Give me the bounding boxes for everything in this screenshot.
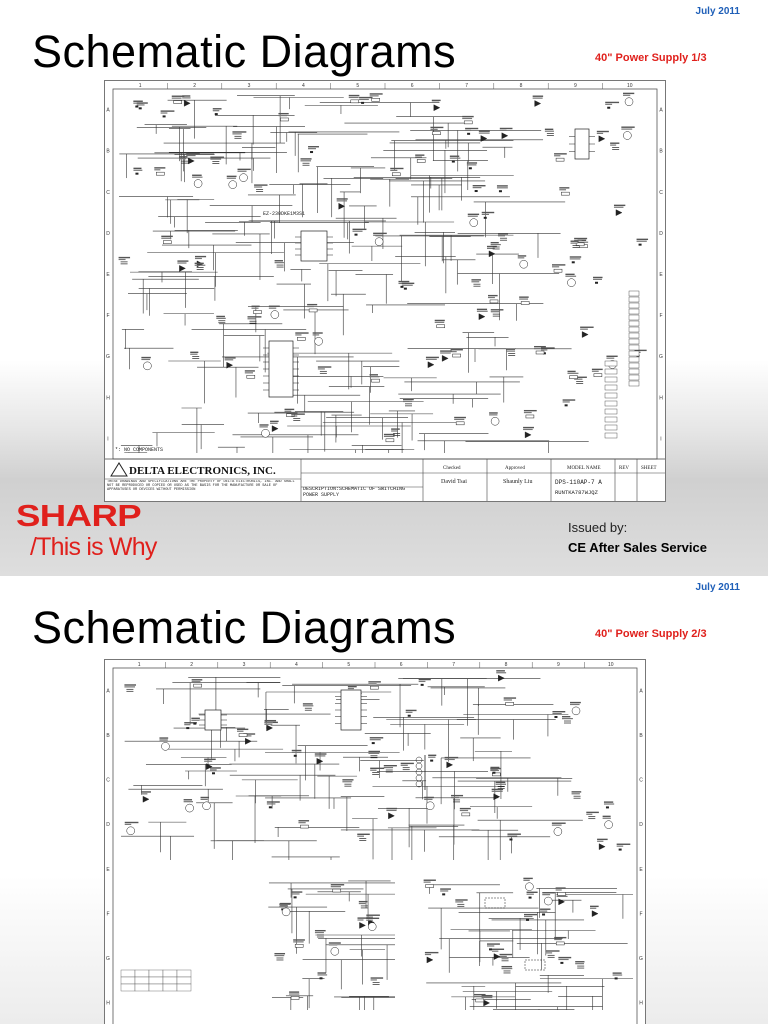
brand-name: SHARP bbox=[16, 498, 142, 533]
row-letter: G bbox=[659, 354, 663, 361]
row-letter: I bbox=[107, 436, 109, 443]
brand-tagline: /This is Why bbox=[30, 533, 157, 561]
column-number: 9 bbox=[557, 662, 560, 668]
row-letter: I bbox=[660, 436, 662, 443]
checked-by: David Tsai bbox=[441, 479, 467, 485]
column-number: 3 bbox=[242, 662, 246, 668]
column-number: 9 bbox=[574, 83, 577, 89]
row-letter: D bbox=[659, 230, 663, 237]
checked-label: Checked bbox=[443, 466, 461, 471]
company-name: DELTA ELECTRONICS, INC. bbox=[129, 465, 276, 477]
sharp-logo bbox=[16, 500, 157, 562]
row-letter: G bbox=[639, 956, 643, 963]
issued-by-block bbox=[568, 520, 707, 555]
row-letter: E bbox=[659, 272, 663, 278]
row-letter: C bbox=[659, 189, 663, 196]
column-number: 8 bbox=[504, 662, 508, 668]
row-letter: G bbox=[106, 956, 110, 963]
model-label: MODEL NAME bbox=[567, 466, 601, 471]
model-name: DPS-110AP-7 A bbox=[555, 479, 602, 486]
row-letter: F bbox=[659, 313, 663, 320]
slide-date: July 2011 bbox=[695, 6, 740, 17]
disclaimer-text: THESE DRAWINGS AND SPECIFICATIONS ARE THE PROPERTY OF DELTA ELECTRONICS, INC. AND SHALL NOT BE REPRODUCED OR COPIED OR USED AS THE BASIS FOR THE MANUFACTURE OR SALE OF APPARATUSES OR DEVICES WITHOUT PERMISSION bbox=[107, 480, 295, 493]
description-text: DESCRIPTION:SCHEMATIC OF SWITCHING POWER SUPPLY bbox=[303, 487, 406, 498]
row-letter: C bbox=[639, 777, 643, 784]
column-number: 10 bbox=[608, 662, 614, 668]
row-letter: F bbox=[106, 911, 110, 918]
row-letter: C bbox=[106, 777, 110, 784]
row-letter: F bbox=[106, 313, 110, 320]
column-number: 5 bbox=[347, 662, 351, 668]
row-letter: G bbox=[106, 354, 110, 361]
approved-label: Approved bbox=[505, 466, 525, 471]
approved-by: Shaunly Liu bbox=[503, 479, 533, 485]
column-number: 2 bbox=[190, 662, 193, 668]
column-number: 6 bbox=[410, 83, 414, 89]
model-code: RUNTKA787WJQZ bbox=[555, 489, 598, 496]
row-letter: H bbox=[639, 1000, 643, 1007]
slide-subtitle: 40" Power Supply 2/3 bbox=[595, 628, 707, 640]
row-letter: B bbox=[106, 732, 110, 739]
column-number: 5 bbox=[356, 83, 360, 89]
row-letter: H bbox=[106, 1000, 110, 1007]
schematic-diagram-2 bbox=[104, 659, 646, 1024]
row-letter: H bbox=[659, 395, 663, 402]
part-note: EZ-230DKE1M3S1 bbox=[263, 211, 306, 217]
column-number: 7 bbox=[465, 83, 468, 89]
row-letter: A bbox=[659, 107, 663, 114]
row-letter: D bbox=[639, 822, 643, 829]
row-letter: C bbox=[106, 189, 110, 196]
row-letter: D bbox=[106, 822, 110, 829]
column-number: 2 bbox=[193, 83, 196, 89]
sheet-label: SHEET bbox=[641, 466, 657, 471]
row-letter: H bbox=[106, 395, 110, 402]
row-letter: A bbox=[106, 688, 110, 695]
row-letter: E bbox=[639, 866, 643, 873]
row-letter: F bbox=[639, 911, 643, 918]
row-letter: E bbox=[106, 866, 110, 873]
slide-subtitle: 40" Power Supply 1/3 bbox=[595, 52, 707, 64]
column-number: 8 bbox=[519, 83, 523, 89]
schematic-note: *: NO COMPONENTS bbox=[115, 447, 164, 453]
row-letter: A bbox=[639, 688, 643, 695]
column-number: 1 bbox=[137, 662, 141, 668]
column-number: 7 bbox=[452, 662, 455, 668]
column-number: 6 bbox=[399, 662, 403, 668]
column-number: 3 bbox=[247, 83, 251, 89]
schematic-diagram-1 bbox=[104, 80, 666, 502]
row-letter: E bbox=[106, 272, 110, 278]
column-number: 4 bbox=[302, 83, 305, 89]
slide-title: Schematic Diagrams bbox=[32, 602, 457, 653]
issued-department: CE After Sales Service bbox=[568, 540, 707, 555]
row-letter: B bbox=[659, 148, 663, 155]
column-number: 1 bbox=[138, 83, 142, 89]
slide-date: July 2011 bbox=[695, 582, 740, 593]
rev-label: REV bbox=[619, 466, 629, 471]
row-letter: B bbox=[106, 148, 110, 155]
column-number: 4 bbox=[295, 662, 298, 668]
row-letter: A bbox=[106, 107, 110, 114]
column-number: 10 bbox=[627, 83, 633, 89]
row-letter: D bbox=[106, 230, 110, 237]
issued-label: Issued by: bbox=[568, 520, 628, 535]
slide-2 bbox=[0, 576, 768, 1024]
slide-title: Schematic Diagrams bbox=[32, 26, 457, 77]
row-letter: B bbox=[639, 732, 643, 739]
